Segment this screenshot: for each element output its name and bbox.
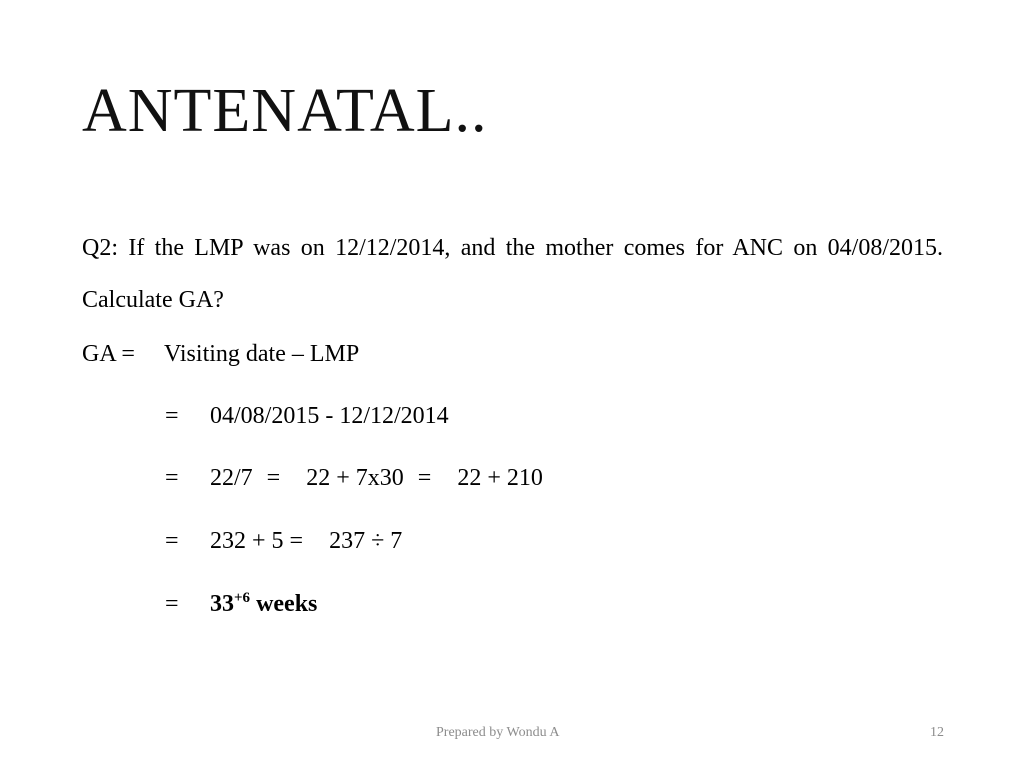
- equals-sign: =: [165, 465, 179, 491]
- calc-step-2-term: 22/7: [210, 465, 253, 491]
- equals-sign: =: [165, 591, 179, 617]
- ga-result-unit: weeks: [256, 591, 318, 617]
- calc-step-3-term: 232 + 5 =: [210, 528, 304, 554]
- ga-label: GA =: [82, 341, 135, 367]
- calc-step-3-term: 237 ÷ 7: [329, 528, 403, 554]
- calc-step-2-term: 22 + 210: [457, 465, 543, 491]
- ga-formula: Visiting date – LMP: [164, 341, 360, 367]
- calc-step-2: [210, 463, 543, 493]
- calc-step-1-expression: 04/08/2015 - 12/12/2014: [210, 403, 449, 429]
- equals-sign: =: [165, 528, 179, 554]
- ga-result: [210, 589, 317, 619]
- ga-result-days: +6: [234, 590, 251, 606]
- footer-credit: Prepared by Wondu A: [436, 725, 560, 740]
- calc-step-2-term: 22 + 7x30: [306, 465, 404, 491]
- page-number: 12: [930, 725, 944, 740]
- calc-step-2-equals: =: [417, 465, 432, 491]
- ga-result-value: 33: [210, 591, 234, 617]
- calc-step-1: [210, 401, 449, 431]
- equals-sign: =: [165, 403, 179, 429]
- slide-title: ANTENATAL..: [82, 77, 488, 145]
- calc-step-3: [210, 526, 402, 556]
- question-text: Q2: If the LMP was on 12/12/2014, and the mother comes for ANC on 04/08/2015. Calculate GA?: [82, 235, 943, 313]
- calc-step-2-equals: =: [266, 465, 281, 491]
